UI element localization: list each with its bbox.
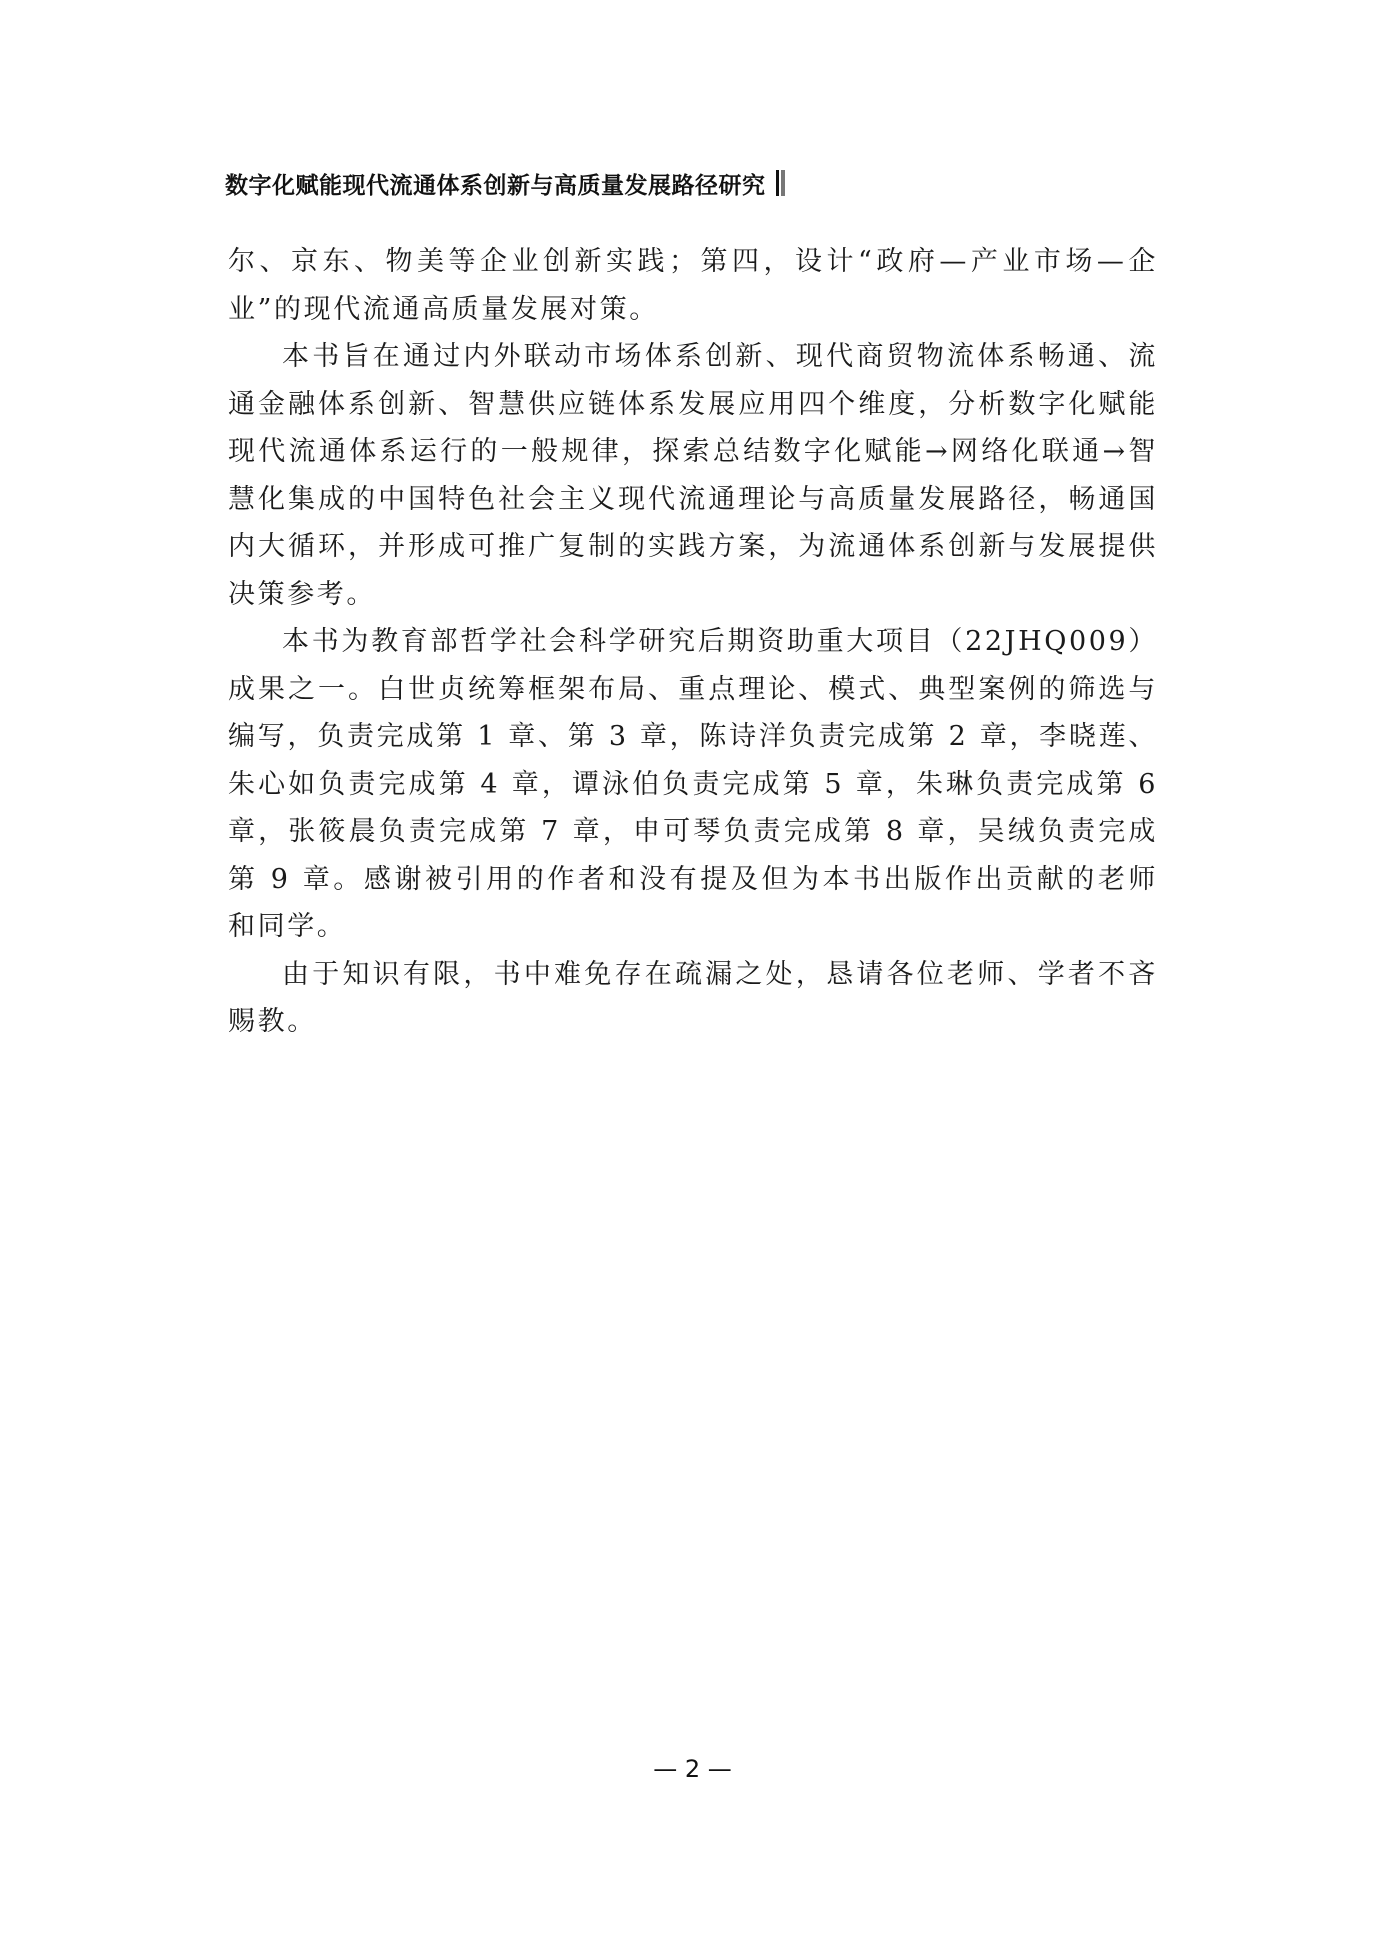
body-text: [228, 238, 1158, 1046]
paragraph-purpose: 本书旨在通过内外联动市场体系创新、现代商贸物流体系畅通、流通金融体系创新、智慧供应链体系发展应用四个维度，分析数字化赋能现代流通体系运行的一般规律，探索总结数字化赋能→网络化联通→智慧化集成的中国特色社会主义现代流通理论与高质量发展路径，畅通国内大循环，并形成可推广复制的实践方案，为流通体系创新与发展提供决策参考。: [228, 341, 1158, 610]
running-header-title: 数字化赋能现代流通体系创新与高质量发展路径研究: [225, 172, 766, 199]
running-header: [225, 163, 1165, 203]
header-bar-light: [781, 170, 785, 196]
header-bar-dark: [776, 170, 779, 196]
paragraph-continuation: 尔、京东、物美等企业创新实践；第四，设计“政府—产业市场—企业”的现代流通高质量发展对策。: [228, 246, 1158, 325]
paragraph-authors: 本书为教育部哲学社会科学研究后期资助重大项目（22JHQ009）成果之一。白世贞统筹框架布局、重点理论、模式、典型案例的筛选与编写，负责完成第 1 章、第 3 章，陈诗洋负责完成第 2 章，李晓莲、朱心如负责完成第 4 章，谭泳伯负责完成第 5 章，朱琳负责完成第 6 章，张筱晨负责完成第 7 章，申可琴负责完成第 8 章，吴绒负责完成第 9 章。感谢被引用的作者和没有提及但为本书出版作出贡献的老师和同学。: [228, 626, 1158, 942]
header-divider-bars: [776, 170, 787, 196]
page-number: — 2 —: [653, 1755, 732, 1783]
paragraph-closing: 由于知识有限，书中难免存在疏漏之处，恳请各位老师、学者不吝赐教。: [228, 958, 1158, 1037]
